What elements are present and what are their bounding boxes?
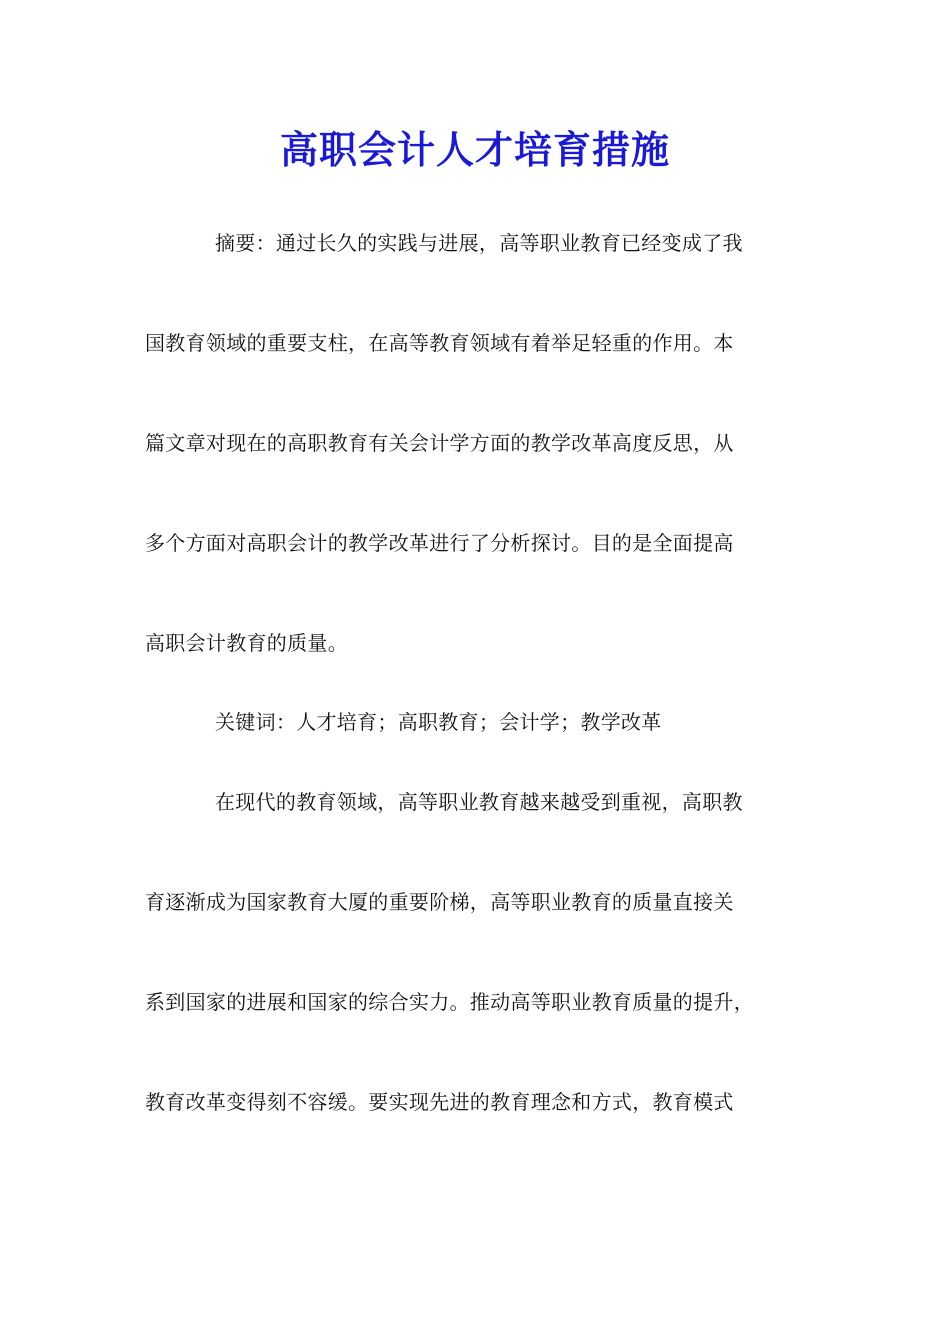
body-line: 系到国家的进展和国家的综合实力。推动高等职业教育质量的提升， xyxy=(145,990,754,1014)
document-title: 高职会计人才培育措施 xyxy=(279,127,670,172)
body-line: 育逐渐成为国家教育大厦的重要阶梯，高等职业教育的质量直接关 xyxy=(145,890,734,914)
body-line: 在现代的教育领域，高等职业教育越来越受到重视，高职教 xyxy=(215,790,743,814)
keywords-line: 关键词：人才培育；高职教育；会计学；教学改革 xyxy=(215,710,662,734)
abstract-line: 篇文章对现在的高职教育有关会计学方面的教学改革高度反思，从 xyxy=(145,431,734,455)
abstract-line: 高职会计教育的质量。 xyxy=(145,631,348,655)
body-line: 教育改革变得刻不容缓。要实现先进的教育理念和方式，教育模式 xyxy=(145,1090,734,1114)
abstract-line: 国教育领域的重要支柱，在高等教育领域有着举足轻重的作用。本 xyxy=(145,331,734,355)
abstract-line: 多个方面对高职会计的教学改革进行了分析探讨。目的是全面提高 xyxy=(145,531,734,555)
abstract-line: 摘要：通过长久的实践与进展，高等职业教育已经变成了我 xyxy=(215,231,743,255)
